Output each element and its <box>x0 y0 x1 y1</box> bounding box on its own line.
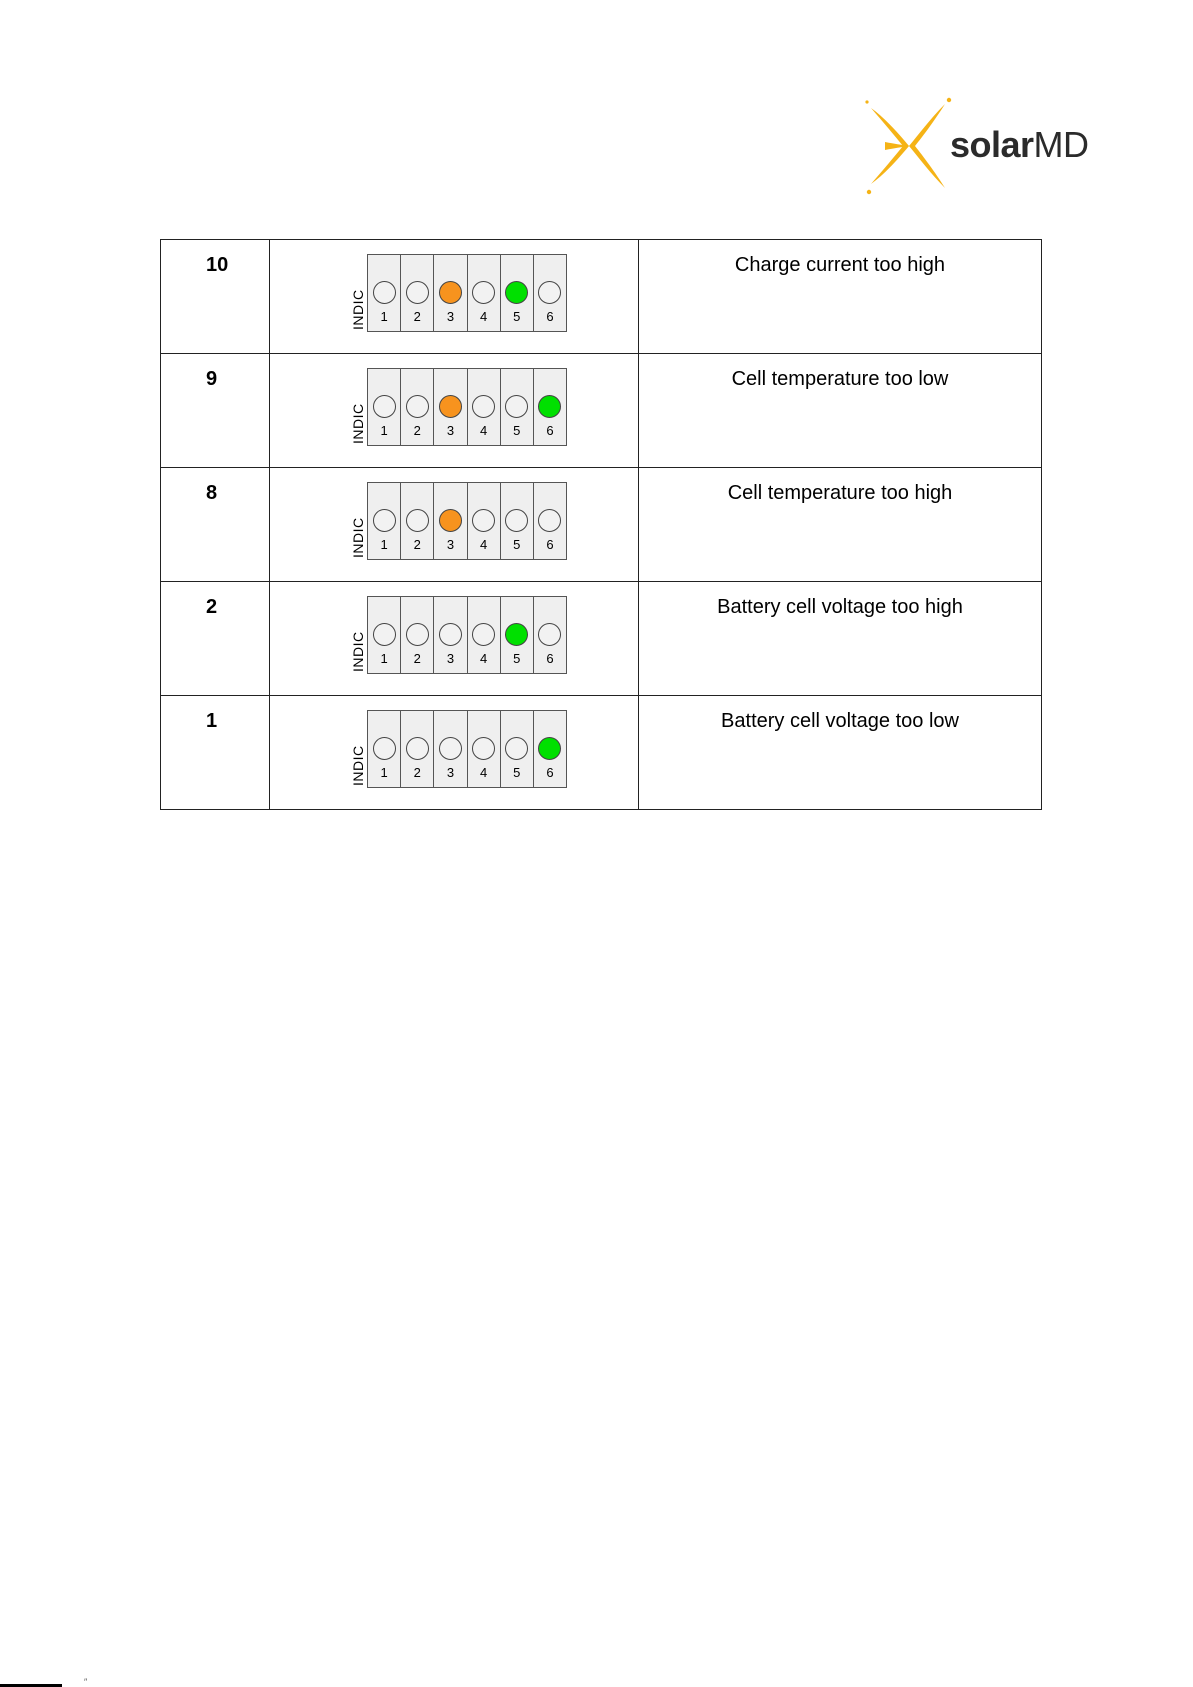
error-description: Battery cell voltage too low <box>721 710 959 732</box>
indicator-slot <box>434 255 467 331</box>
indic-label: INDIC <box>350 517 366 558</box>
led-green-icon <box>505 623 528 646</box>
slot-number: 3 <box>446 309 455 324</box>
slot-number: 2 <box>413 423 421 438</box>
description-cell <box>639 696 1042 810</box>
indicator-slot <box>534 255 566 331</box>
indicator-slot <box>401 711 434 787</box>
slot-number: 5 <box>513 765 521 780</box>
table-row <box>161 582 1042 696</box>
led-off-icon <box>373 623 396 646</box>
slot-number: 2 <box>413 651 421 666</box>
led-off-icon <box>373 737 396 760</box>
slot-number: 3 <box>446 423 455 438</box>
slot-number: 4 <box>479 309 488 324</box>
indicator-panel <box>367 482 567 560</box>
error-code: 2 <box>206 596 218 618</box>
led-off-icon <box>538 623 561 646</box>
slot-number: 5 <box>513 423 521 438</box>
led-off-icon <box>439 623 462 646</box>
led-green-icon <box>538 737 561 760</box>
led-off-icon <box>406 509 429 532</box>
error-description: Cell temperature too low <box>731 368 949 390</box>
indicator-slot <box>401 597 434 673</box>
indic-label: INDIC <box>350 631 366 672</box>
slot-number: 3 <box>446 765 455 780</box>
slot-number: 4 <box>479 423 488 438</box>
description-cell <box>639 468 1042 582</box>
indic-label: INDIC <box>350 403 366 444</box>
indicator-slot <box>368 597 401 673</box>
error-code: 9 <box>206 368 218 390</box>
slot-number: 1 <box>380 651 388 666</box>
description-cell <box>639 240 1042 354</box>
led-orange-icon <box>439 395 462 418</box>
code-cell <box>161 582 270 696</box>
slot-number: 6 <box>546 765 554 780</box>
indicator-slot <box>434 711 467 787</box>
slot-number: 6 <box>546 309 554 324</box>
slot-number: 1 <box>380 309 388 324</box>
led-off-icon <box>406 737 429 760</box>
indicator-slot <box>501 597 534 673</box>
indicator-slot <box>534 711 566 787</box>
error-code: 1 <box>206 710 218 732</box>
led-off-icon <box>538 509 561 532</box>
footer-mark: ″ <box>84 1677 88 1687</box>
indicator-slot <box>368 483 401 559</box>
indicator-slot <box>434 597 467 673</box>
error-code-table <box>160 239 1042 810</box>
indicator-panel <box>367 368 567 446</box>
indicator-slot <box>534 483 566 559</box>
slot-number: 5 <box>513 309 521 324</box>
indicator-slot <box>534 597 566 673</box>
indicator-slot <box>368 369 401 445</box>
slot-number: 2 <box>413 537 421 552</box>
indicator-slot <box>468 369 501 445</box>
indicator-slot <box>401 255 434 331</box>
code-cell <box>161 468 270 582</box>
slot-number: 3 <box>446 651 455 666</box>
slot-number: 3 <box>446 537 455 552</box>
indicator-slot <box>468 483 501 559</box>
indicator-slot <box>434 369 467 445</box>
solarmd-logo <box>865 96 1089 196</box>
table-row <box>161 240 1042 354</box>
slot-number: 2 <box>413 309 421 324</box>
slot-number: 5 <box>513 651 521 666</box>
indicator-cell <box>270 468 639 582</box>
slot-number: 4 <box>479 537 488 552</box>
table-row <box>161 696 1042 810</box>
slot-number: 1 <box>380 765 388 780</box>
code-cell <box>161 354 270 468</box>
led-off-icon <box>406 623 429 646</box>
led-off-icon <box>505 395 528 418</box>
led-off-icon <box>472 737 495 760</box>
error-description: Cell temperature too high <box>727 482 953 504</box>
indicator-slot <box>368 255 401 331</box>
led-orange-icon <box>439 281 462 304</box>
indic-label: INDIC <box>350 289 366 330</box>
error-code: 10 <box>206 254 229 276</box>
led-off-icon <box>406 281 429 304</box>
slot-number: 2 <box>413 765 421 780</box>
indicator-slot <box>434 483 467 559</box>
table-row <box>161 468 1042 582</box>
error-code: 8 <box>206 482 218 504</box>
indicator-slot <box>401 369 434 445</box>
slot-number: 5 <box>513 537 521 552</box>
indicator-slot <box>501 369 534 445</box>
led-off-icon <box>439 737 462 760</box>
slot-number: 6 <box>546 423 554 438</box>
indicator-slot <box>501 483 534 559</box>
led-orange-icon <box>439 509 462 532</box>
indicator-cell <box>270 696 639 810</box>
indicator-slot <box>468 255 501 331</box>
indicator-panel <box>367 710 567 788</box>
led-green-icon <box>505 281 528 304</box>
slot-number: 1 <box>380 537 388 552</box>
led-off-icon <box>373 395 396 418</box>
description-cell <box>639 354 1042 468</box>
led-off-icon <box>472 281 495 304</box>
error-description: Battery cell voltage too high <box>717 596 963 618</box>
code-cell <box>161 696 270 810</box>
error-description: Charge current too high <box>734 254 946 276</box>
slot-number: 6 <box>546 651 554 666</box>
indicator-slot <box>501 711 534 787</box>
led-off-icon <box>472 395 495 418</box>
indicator-slot <box>501 255 534 331</box>
indicator-panel <box>367 254 567 332</box>
led-off-icon <box>472 623 495 646</box>
led-off-icon <box>538 281 561 304</box>
indicator-panel <box>367 596 567 674</box>
code-cell <box>161 240 270 354</box>
led-off-icon <box>505 509 528 532</box>
led-off-icon <box>373 281 396 304</box>
led-off-icon <box>406 395 429 418</box>
slot-number: 1 <box>380 423 388 438</box>
led-green-icon <box>538 395 561 418</box>
description-cell <box>639 582 1042 696</box>
indic-label: INDIC <box>350 745 366 786</box>
slot-number: 4 <box>479 651 488 666</box>
indicator-slot <box>468 597 501 673</box>
indicator-slot <box>401 483 434 559</box>
led-off-icon <box>373 509 396 532</box>
indicator-cell <box>270 582 639 696</box>
slot-number: 6 <box>546 537 554 552</box>
indicator-cell <box>270 354 639 468</box>
led-off-icon <box>472 509 495 532</box>
logo-wordmark: solarMD <box>950 124 1089 165</box>
indicator-slot <box>468 711 501 787</box>
led-off-icon <box>505 737 528 760</box>
table-row <box>161 354 1042 468</box>
solarmd-star-icon <box>865 96 955 196</box>
slot-number: 4 <box>479 765 488 780</box>
indicator-slot <box>368 711 401 787</box>
indicator-slot <box>534 369 566 445</box>
indicator-cell <box>270 240 639 354</box>
